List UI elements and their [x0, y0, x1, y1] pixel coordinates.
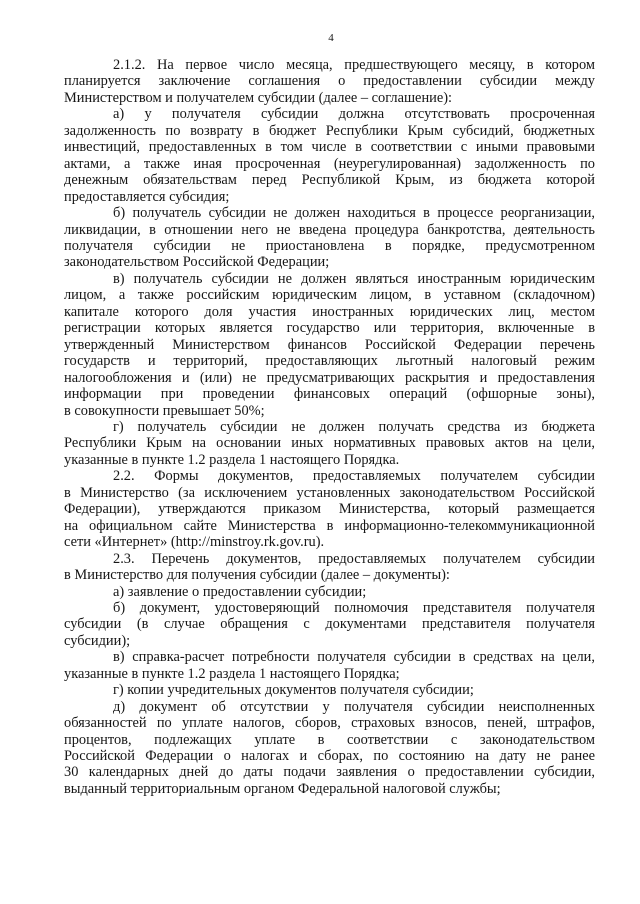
text-line: капитале которого доля участия иностранных юридических лиц, местом — [64, 303, 595, 320]
paragraph — [64, 682, 595, 698]
text-line: г) копии учредительных документов получателя субсидии; — [113, 682, 474, 699]
text-line: указанные в пункте 1.2 раздела 1 настоящего Порядка; — [64, 665, 400, 682]
text-line: предоставляется субсидия; — [64, 188, 230, 205]
text-line: субсидии); — [64, 632, 131, 649]
text-line: процентов, подлежащих уплате в соответствии с законодательством — [64, 731, 595, 748]
text-line: а) у получателя субсидии должна отсутствовать просроченная — [113, 106, 595, 123]
text-line: обязанностей по уплате налогов, сборов, страховых взносов, пеней, штрафов, — [64, 715, 595, 732]
paragraph — [64, 584, 595, 600]
text-line: Российской Федерации о налогах и сборах, по состоянию на дату не ранее — [64, 748, 595, 765]
text-line: 2.3. Перечень документов, предоставляемых получателем субсидии — [113, 550, 595, 567]
text-line: актами, а также иная просроченная (неурегулированная) задолженность по — [64, 155, 595, 172]
text-line: 2.2. Формы документов, предоставляемых получателем субсидии — [113, 468, 595, 485]
text-line: Министерством и получателем субсидии (далее – соглашение): — [64, 89, 453, 106]
paragraph — [64, 699, 595, 798]
text-line: инвестиций, предоставленных в том числе в соответствии с иными правовыми — [64, 139, 595, 156]
text-line: лицом, а также российским юридическим лицом, в уставном (складочном) — [64, 287, 595, 304]
document-body — [64, 57, 595, 797]
text-line: субсидии (в случае обращения с документами представителя получателя — [64, 616, 595, 633]
text-line: регистрации которых является государство или территория, включенные в — [64, 320, 595, 337]
text-line: в совокупности превышает 50%; — [64, 402, 265, 419]
text-line: в) получатель субсидии не должен являться иностранным юридическим — [113, 270, 595, 287]
text-line: государств и территорий, предоставляющих льготный налоговый режим — [64, 353, 595, 370]
paragraph — [64, 419, 595, 468]
text-line: сети «Интернет» (http://minstroy.rk.gov.ru). — [64, 534, 325, 551]
text-line: на официальном сайте Министерства в информационно-телекоммуникационной — [64, 517, 595, 534]
paragraph — [64, 600, 595, 649]
text-line: информации при проведении финансовых операций (офшорные зоны), — [64, 386, 595, 403]
text-line: ликвидации, в отношении него не введена процедура банкротства, деятельность — [64, 221, 595, 238]
text-line: в) справка-расчет потребности получателя субсидии в средствах на цели, — [113, 649, 595, 666]
text-line: задолженность по возврату в бюджет Республики Крым субсидий, бюджетных — [64, 122, 595, 139]
text-line: указанные в пункте 1.2 раздела 1 настоящего Порядка. — [64, 451, 400, 468]
paragraph — [64, 205, 595, 271]
text-line: денежным обязательствам перед Республикой Крым, из бюджета которой — [64, 172, 595, 189]
text-line: налогообложения и (или) не предусматривающих раскрытия и предоставления — [64, 369, 595, 386]
text-line: б) документ, удостоверяющий полномочия представителя получателя — [113, 599, 595, 616]
text-line: Федерации), утверждаются приказом Министерства, который размещается — [64, 501, 595, 518]
text-line: выданный территориальным органом Федеральной налоговой службы; — [64, 780, 501, 797]
text-line: получателя субсидии не приостановлена в порядке, предусмотренном — [64, 237, 595, 254]
text-line: б) получатель субсидии не должен находиться в процессе реорганизации, — [113, 205, 595, 222]
text-line: законодательством Российской Федерации; — [64, 254, 330, 271]
paragraph — [64, 468, 595, 550]
text-line: планируется заключение соглашения о предоставлении субсидии между — [64, 73, 595, 90]
text-line: г) получатель субсидии не должен получать средства из бюджета — [113, 418, 595, 435]
text-line: в Министерство для получения субсидии (далее – документы): — [64, 567, 450, 584]
text-line: Республики Крым на основании иных нормативных правовых актов на цели, — [64, 435, 595, 452]
text-line: утвержденный Министерством финансов Российской Федерации перечень — [64, 336, 595, 353]
text-line: 2.1.2. На первое число месяца, предшествующего месяцу, в котором — [113, 57, 595, 73]
paragraph — [64, 57, 595, 106]
page-number: 4 — [328, 32, 334, 44]
text-line: 30 календарных дней до даты подачи заявления о предоставлении субсидии, — [64, 764, 595, 781]
paragraph — [64, 106, 595, 205]
text-line: д) документ об отсутствии у получателя субсидии неисполненных — [113, 698, 595, 715]
paragraph — [64, 271, 595, 419]
text-line: а) заявление о предоставлении субсидии; — [113, 583, 367, 600]
paragraph — [64, 551, 595, 584]
paragraph — [64, 649, 595, 682]
text-line: в Министерство (за исключением установленных законодательством Российской — [64, 484, 595, 501]
